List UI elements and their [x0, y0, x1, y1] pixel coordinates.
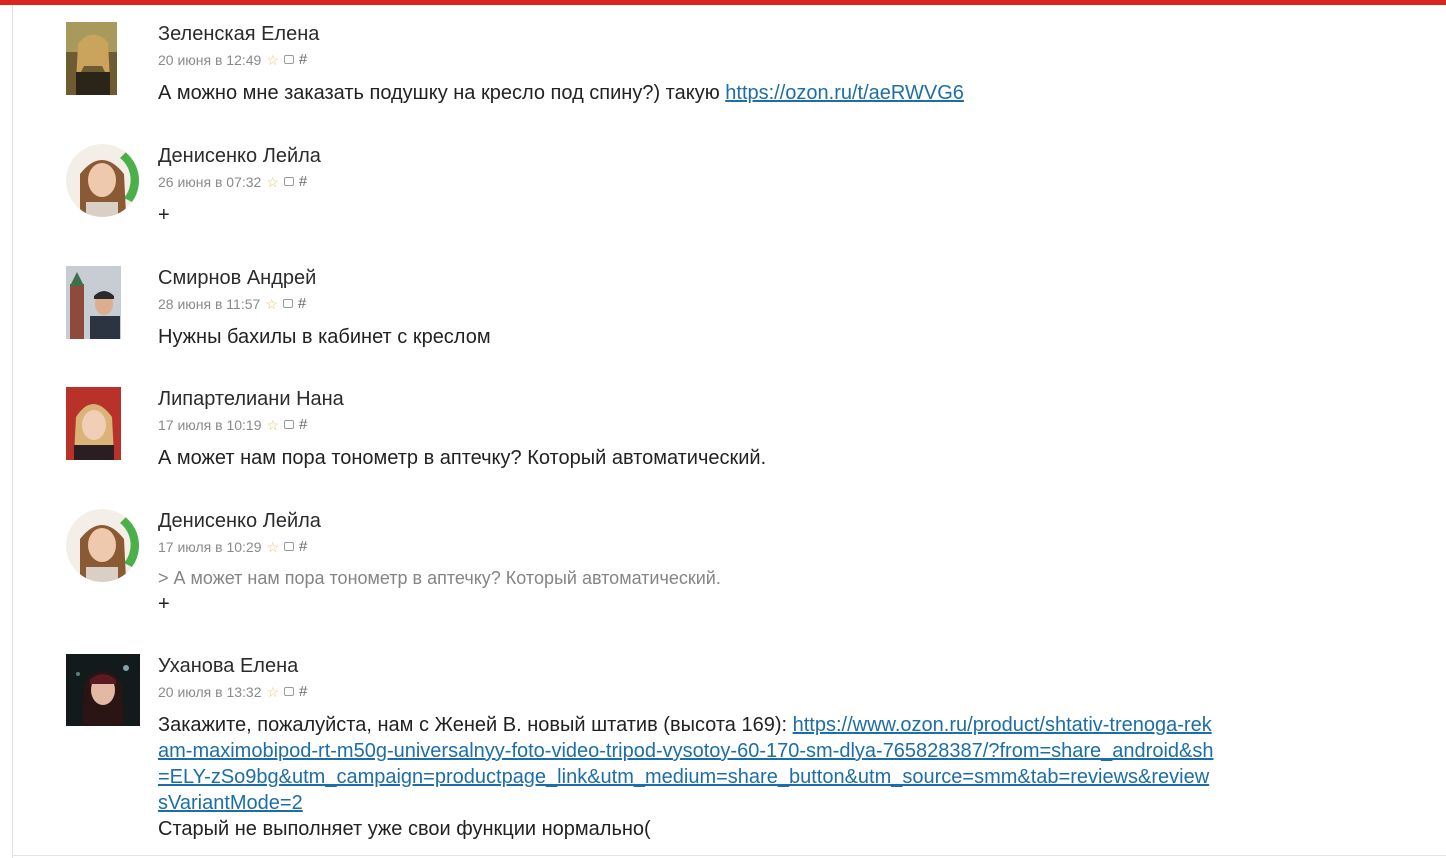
- comment-date[interactable]: 20 июня в 12:49: [158, 52, 262, 68]
- comment-date[interactable]: 17 июля в 10:19: [158, 417, 262, 433]
- reply-icon[interactable]: [284, 420, 294, 429]
- star-icon[interactable]: ☆: [266, 684, 280, 700]
- top-accent-bar: [0, 0, 1446, 5]
- comment-date[interactable]: 28 июня в 11:57: [158, 296, 261, 312]
- star-icon[interactable]: ☆: [266, 52, 279, 68]
- comment-text-continued: Старый не выполняет уже свои функции нормально(: [158, 818, 651, 840]
- star-icon[interactable]: ☆: [266, 539, 280, 555]
- comment-meta: [158, 417, 1218, 433]
- comment-author[interactable]: Липартелиани Нана: [158, 388, 344, 410]
- avatar[interactable]: [66, 654, 140, 726]
- comment-quote: > А может нам пора тонометр в аптечку? Который автоматический.: [158, 568, 721, 588]
- reply-icon[interactable]: [284, 542, 294, 551]
- comment-text: А можно мне заказать подушку на кресло под спину?) такую https://ozon.ru/t/aeRWVG6: [158, 82, 964, 104]
- comment-author[interactable]: Денисенко Лейла: [158, 145, 321, 167]
- comment-meta: [158, 296, 1218, 312]
- hash-link-icon[interactable]: #: [299, 683, 308, 700]
- star-icon[interactable]: ☆: [265, 296, 278, 312]
- hash-link-icon[interactable]: #: [298, 51, 308, 68]
- avatar[interactable]: [66, 266, 121, 339]
- comment-date[interactable]: 17 июля в 10:29: [158, 539, 262, 555]
- comment-meta: [158, 684, 1218, 700]
- hash-link-icon[interactable]: #: [299, 538, 308, 555]
- bottom-border: [12, 855, 1446, 856]
- reply-icon[interactable]: [283, 299, 293, 308]
- left-border: [12, 5, 13, 858]
- comment-text: Нужны бахилы в кабинет с креслом: [158, 326, 491, 348]
- comment-date[interactable]: 20 июля в 13:32: [158, 684, 262, 700]
- comment-link[interactable]: https://www.ozon.ru/product/shtativ-trenoga-rekam-maximobipod-rt-m50g-universalnyy-foto-video-tripod-vysotoy-60-170-sm-dlya-765828387/?from=share_android&sh=ELY-zSo9bg&utm_campaign=productpage_link&utm_medium=share_button&utm_source=smm&tab=reviews&reviewsVariantMode=2: [158, 714, 1214, 814]
- comment-text: +: [158, 593, 170, 615]
- avatar[interactable]: [66, 387, 121, 460]
- comment-meta: [158, 174, 1218, 190]
- star-icon[interactable]: ☆: [266, 417, 280, 433]
- avatar[interactable]: [66, 144, 139, 217]
- comment-author[interactable]: Денисенко Лейла: [158, 510, 321, 532]
- comment-meta: [158, 539, 1218, 555]
- comment-text: +: [158, 204, 170, 226]
- comment-link[interactable]: https://ozon.ru/t/aeRWVG6: [725, 82, 964, 104]
- reply-icon[interactable]: [284, 55, 294, 64]
- hash-link-icon[interactable]: #: [297, 295, 307, 312]
- star-icon[interactable]: ☆: [266, 174, 279, 190]
- reply-icon[interactable]: [284, 177, 294, 186]
- comment-text: Закажите, пожалуйста, нам с Женей В. новый штатив (высота 169): https://www.ozon.ru/product/shtativ-trenoga-rekam-maximobipod-rt-m50g-universalnyy-foto-video-tripod-vysotoy-60-170-sm-dlya-765828387/?from=share_android&sh=ELY-zSo9bg&utm_campaign=productpage_link&utm_medium=share_button&utm_source=smm&tab=reviews&reviewsVariantMode=2 Старый не выполняет уже свои функции нормально(: [158, 714, 1214, 840]
- comment-date[interactable]: 26 июня в 07:32: [158, 174, 262, 190]
- comment-meta: [158, 52, 1218, 68]
- comment-author[interactable]: Зеленская Елена: [158, 23, 320, 45]
- hash-link-icon[interactable]: #: [298, 173, 308, 190]
- comment-author[interactable]: Смирнов Андрей: [158, 267, 317, 289]
- avatar[interactable]: [66, 509, 139, 582]
- comment-text: А может нам пора тонометр в аптечку? Который автоматический.: [158, 447, 767, 469]
- hash-link-icon[interactable]: #: [299, 416, 308, 433]
- avatar[interactable]: [66, 22, 117, 95]
- comment-author[interactable]: Уханова Елена: [158, 655, 299, 677]
- reply-icon[interactable]: [284, 687, 294, 696]
